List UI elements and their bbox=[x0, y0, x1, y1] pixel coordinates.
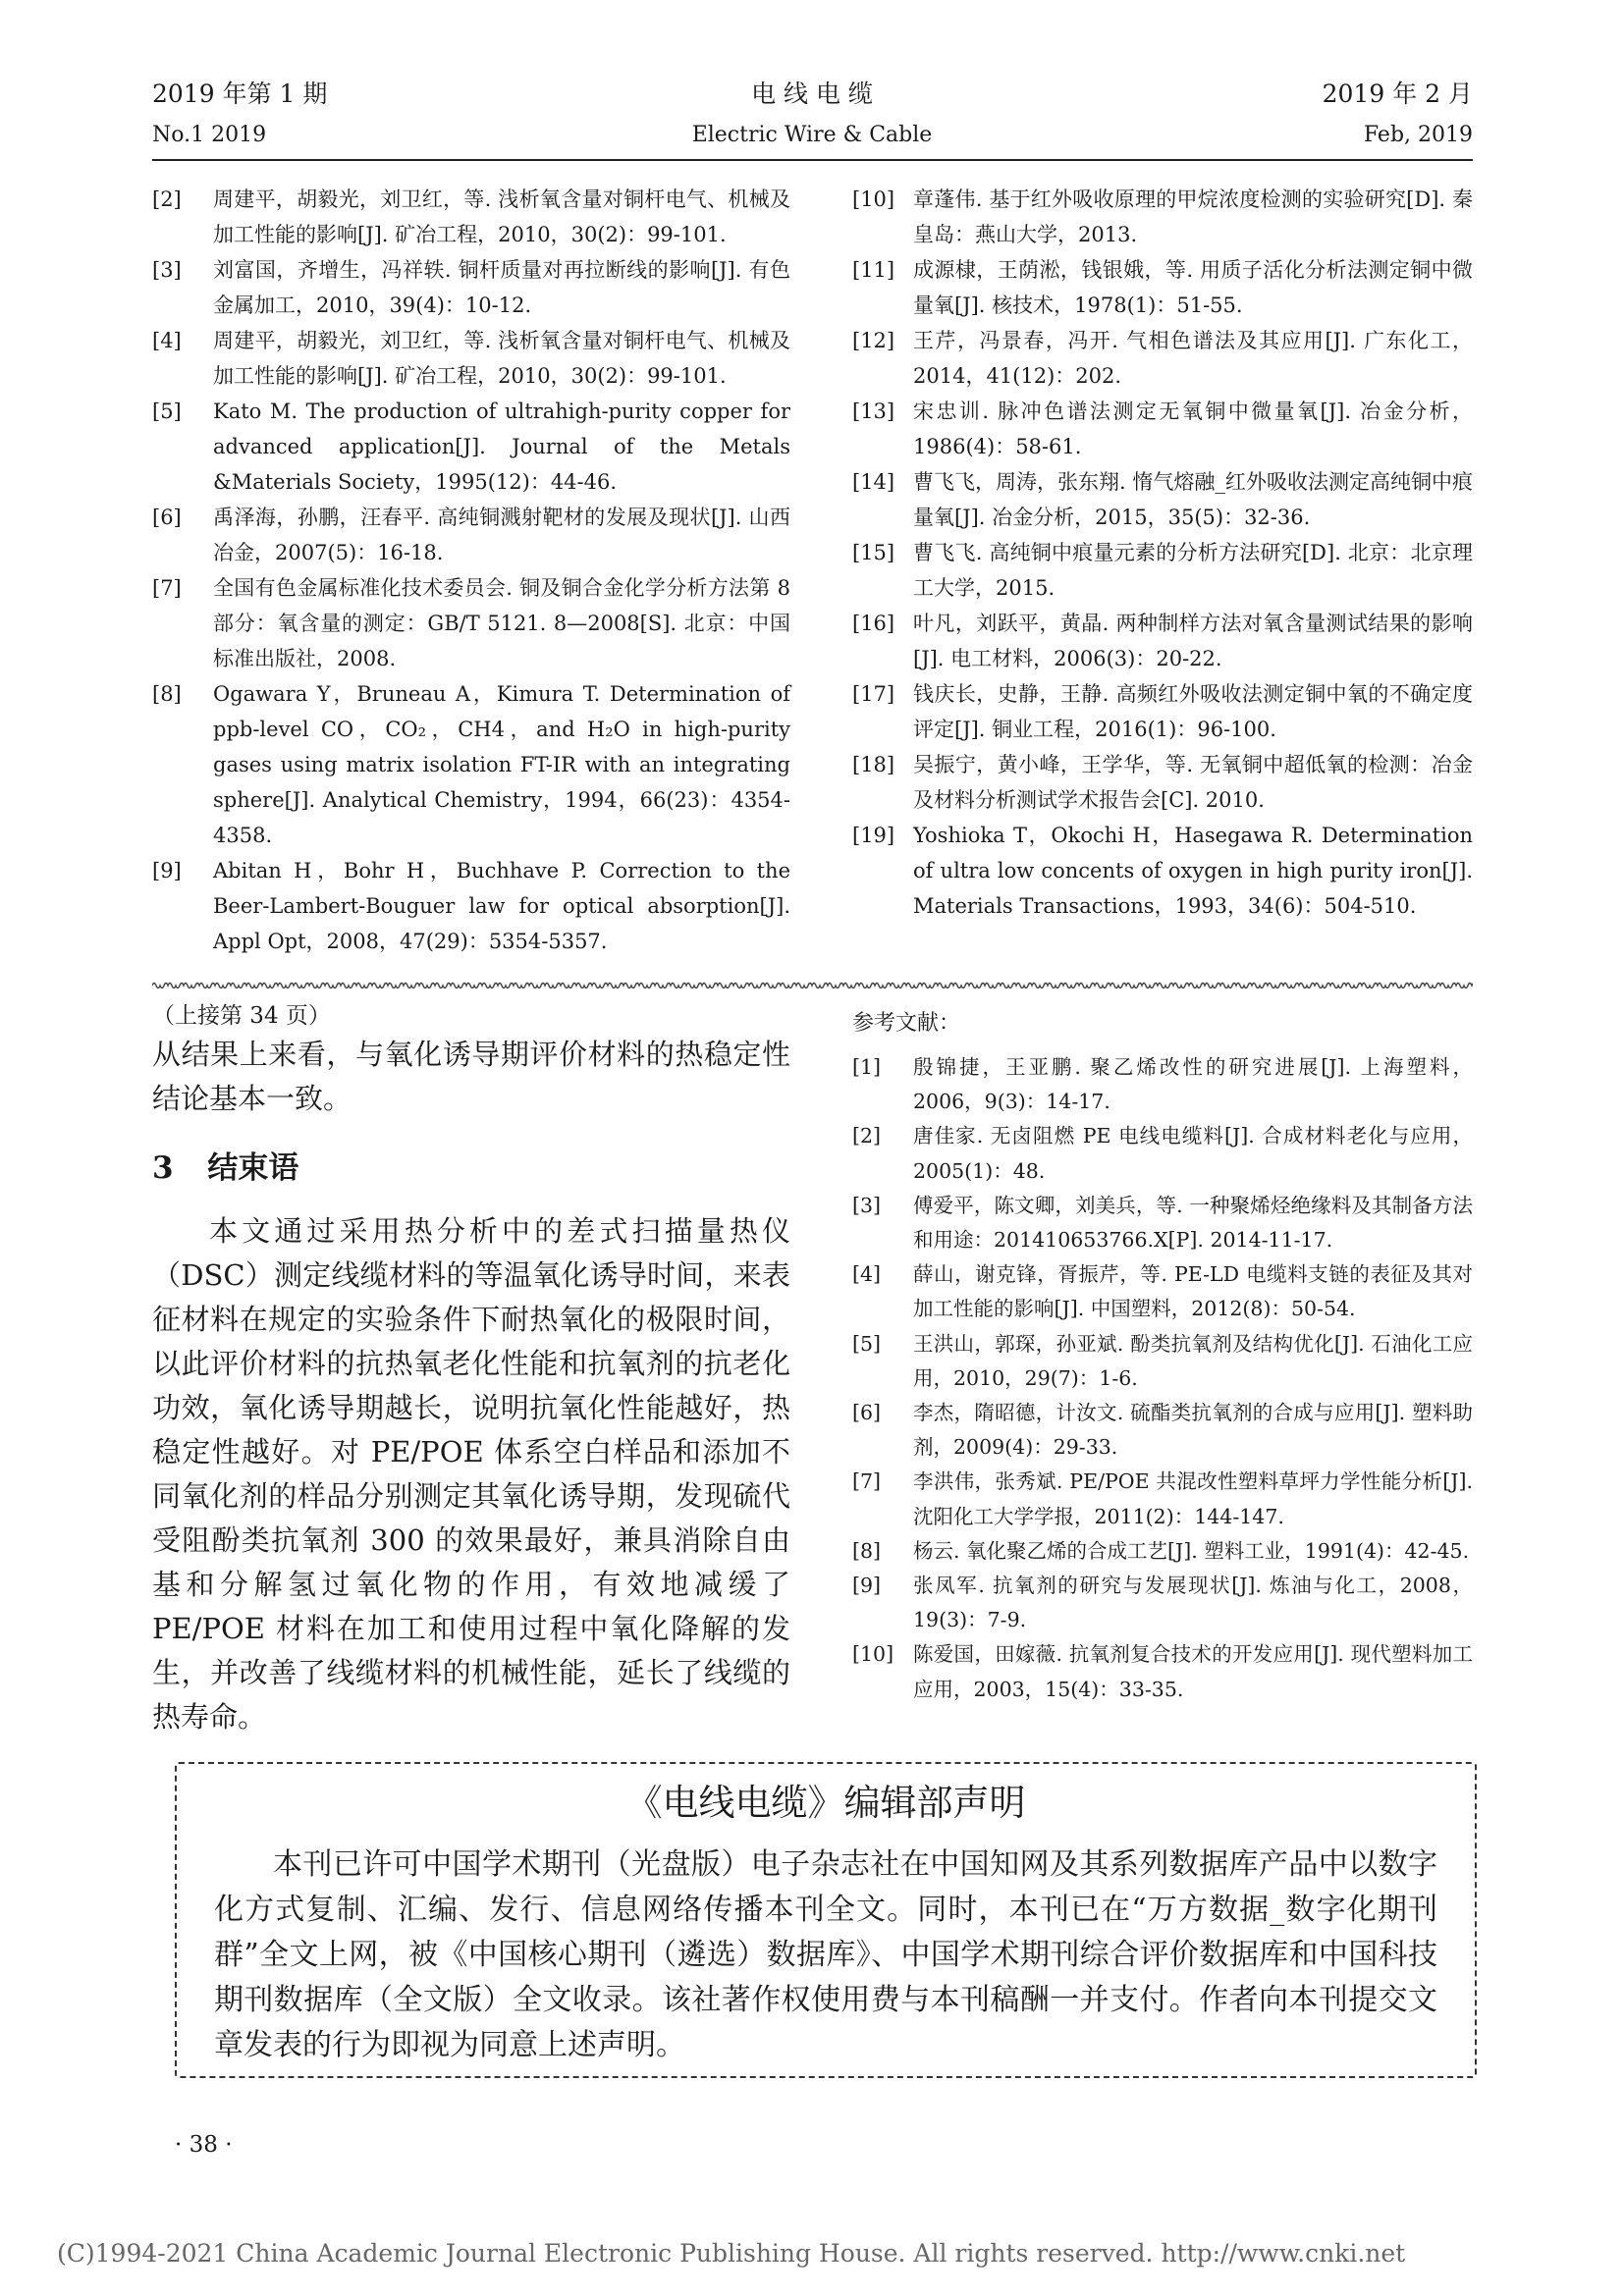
reference-item bbox=[852, 747, 1473, 818]
reference-item bbox=[152, 252, 790, 323]
reference-text: 傅爱平，陈文卿，刘美兵，等. 一种聚烯烃绝缘料及其制备方法和用途：201410653766.X[P]. 2014-11-17. bbox=[913, 1193, 1473, 1253]
reference-item bbox=[152, 570, 790, 676]
header-journal-title: 电 线 电 缆 bbox=[751, 80, 873, 108]
reference-item bbox=[852, 818, 1473, 924]
reference-number: [17] bbox=[852, 682, 895, 706]
reference-item bbox=[152, 394, 790, 500]
reference-number: [11] bbox=[852, 258, 895, 282]
reference-text: 薛山，谢克锋，胥振芹，等. PE-LD 电缆料支链的表征及其对加工性能的影响[J]. 中国塑料，2012(8)：50-54. bbox=[913, 1262, 1473, 1321]
editorial-notice-box bbox=[175, 1762, 1477, 2078]
reference-item bbox=[152, 853, 790, 959]
reference-number: [9] bbox=[852, 1574, 882, 1598]
reference-text: 王芹，冯景春，冯开. 气相色谱法及其应用[J]. 广东化工，2014，41(12)：202. bbox=[913, 329, 1473, 388]
reference-item bbox=[852, 394, 1473, 464]
reference-text: 王洪山，郭琛，孙亚斌. 酚类抗氧剂及结构优化[J]. 石油化工应用，2010，29(7)：1-6. bbox=[913, 1331, 1473, 1390]
reference-number: [5] bbox=[152, 400, 182, 423]
reference-text: Kato M. The production of ultrahigh-purity copper for advanced application[J]. Journal of the Metals &Materials Society，1995(12)：44-46. bbox=[213, 400, 790, 494]
reference-number: [3] bbox=[152, 258, 182, 282]
reference-number: [15] bbox=[852, 541, 895, 564]
reference-text: Ogawara Y，Bruneau A，Kimura T. Determination of ppb-level CO，CO₂，CH4，and H₂O in high-purity gases using matrix isolation FT-IR with an integrating sphere[J]. Analytical Chemistry，1994，66(23)：4354-4358. bbox=[213, 682, 790, 847]
reference-number: [10] bbox=[852, 187, 895, 211]
reference-item bbox=[852, 464, 1473, 535]
copyright-footer: (C)1994-2021 China Academic Journal Electronic Publishing House. All rights reserved. http://www.cnki.net bbox=[57, 2239, 1406, 2268]
reference-number: [8] bbox=[852, 1538, 882, 1563]
reference-item bbox=[852, 1050, 1473, 1119]
reference-item bbox=[852, 323, 1473, 394]
conclusion-paragraph: 本文通过采用热分析中的差式扫描量热仪（DSC）测定线缆材料的等温氧化诱导时间，来表征材料在规定的实验条件下耐热氧化的极限时间，以此评价材料的抗热氧老化性能和抗氧剂的抗老化功效，氧化诱导期越长，说明抗氧化性能越好，热稳定性越好。对 PE/POE 体系空白样品和添加不同氧化剂的样品分别测定其氧化诱导期，发现硫代受阻酚类抗氧剂 300 的效果最好，兼具消除自由基和分解氢过氧化物的作用，有效地减缓了 PE/POE 材料在加工和使用过程中氧化降解的发生，并改善了线缆材料的机械性能，延长了线缆的热寿命。 bbox=[152, 1214, 790, 1734]
reference-text: 周建平，胡毅光，刘卫红，等. 浅析氧含量对铜杆电气、机械及加工性能的影响[J]. 矿冶工程，2010，30(2)：99-101. bbox=[213, 187, 790, 246]
continued-note: （上接第 34 页） bbox=[152, 1003, 331, 1029]
section-heading bbox=[152, 1147, 790, 1190]
reference-item bbox=[852, 535, 1473, 606]
reference-text: 曹飞飞. 高纯铜中痕量元素的分析方法研究[D]. 北京：北京理工大学，2015. bbox=[913, 541, 1473, 600]
reference-item bbox=[852, 1569, 1473, 1637]
reference-text: 吴振宁，黄小峰，王学华，等. 无氧铜中超低氧的检测：冶金及材料分析测试学术报告会[C]. 2010. bbox=[913, 753, 1473, 812]
references-bottom bbox=[852, 1005, 1473, 1707]
intro-paragraph: 从结果上来看，与氧化诱导期评价材料的热稳定性结论基本一致。 bbox=[152, 1038, 790, 1115]
reference-text: Yoshioka T，Okochi H，Hasegawa R. Determination of ultra low concents of oxygen in high purity iron[J]. Materials Transactions，1993，34(6)：504-510. bbox=[913, 824, 1473, 918]
reference-number: [9] bbox=[152, 859, 182, 882]
notice-body: 本刊已许可中国学术期刊（光盘版）电子杂志社在中国知网及其系列数据库产品中以数字化方式复制、汇编、发行、信息网络传播本刊全文。同时，本刊已在“万方数据_数字化期刊群”全文上网，被《中国核心期刊（遴选）数据库》、中国学术期刊综合评价数据库和中国科技期刊数据库（全文版）全文收录。该社著作权使用费与本刊稿酬一并支付。作者向本刊提交文章发表的行为即视为同意上述声明。 bbox=[214, 1847, 1437, 2062]
header-issue: 2019 年第 1 期 bbox=[152, 80, 328, 108]
references-top-left bbox=[152, 182, 790, 959]
reference-text: 全国有色金属标准化技术委员会. 铜及铜合金化学分析方法第 8 部分：氧含量的测定：GB/T 5121. 8—2008[S]. 北京：中国标准出版社，2008. bbox=[213, 576, 790, 670]
reference-number: [16] bbox=[852, 612, 895, 635]
page-number: · 38 · bbox=[175, 2132, 233, 2158]
reference-number: [4] bbox=[852, 1262, 882, 1287]
reference-number: [13] bbox=[852, 400, 895, 423]
reference-number: [6] bbox=[852, 1401, 882, 1425]
reference-text: 殷锦捷，王亚鹏. 聚乙烯改性的研究进展[J]. 上海塑料，2006，9(3)：14-17. bbox=[913, 1055, 1473, 1114]
reference-number: [3] bbox=[852, 1193, 882, 1217]
notice-title: 《电线电缆》编辑部声明 bbox=[625, 1782, 1026, 1824]
reference-number: [5] bbox=[852, 1331, 882, 1356]
reference-item bbox=[852, 606, 1473, 676]
reference-text: 刘富国，齐增生，冯祥轶. 铜杆质量对再拉断线的影响[J]. 有色金属加工，2010，39(4)：10-12. bbox=[213, 258, 790, 317]
reference-number: [7] bbox=[152, 576, 182, 600]
reference-text: 杨云. 氧化聚乙烯的合成工艺[J]. 塑料工业，1991(4)：42-45. bbox=[913, 1538, 1470, 1563]
header-date-en: Feb, 2019 bbox=[1363, 123, 1473, 147]
reference-number: [4] bbox=[152, 329, 182, 352]
references-top-right bbox=[852, 182, 1473, 924]
reference-text: 禹泽海，孙鹏，汪春平. 高纯铜溅射靶材的发展及现状[J]. 山西冶金，2007(5)：16-18. bbox=[213, 506, 790, 564]
wavy-separator bbox=[152, 980, 1473, 991]
header-journal-title-en: Electric Wire & Cable bbox=[691, 123, 933, 147]
article-continuation bbox=[152, 999, 790, 1739]
reference-number: [8] bbox=[152, 682, 182, 706]
reference-number: [18] bbox=[852, 753, 895, 776]
reference-text: 章蓬伟. 基于红外吸收原理的甲烷浓度检测的实验研究[D]. 秦皇岛：燕山大学，2013. bbox=[913, 187, 1473, 246]
reference-text: 李杰，隋昭德，计汝文. 硫酯类抗氧剂的合成与应用[J]. 塑料助剂，2009(4)：29-33. bbox=[913, 1401, 1473, 1460]
reference-text: 张凤军. 抗氧剂的研究与发展现状[J]. 炼油与化工，2008，19(3)：7-9. bbox=[913, 1574, 1473, 1632]
reference-text: 陈爱国，田嫁薇. 抗氧剂复合技术的开发应用[J]. 现代塑料加工应用，2003，15(4)：33-35. bbox=[913, 1642, 1473, 1701]
reference-text: 李洪伟，张秀斌. PE/POE 共混改性塑料草坪力学性能分析[J]. 沈阳化工大学学报，2011(2)：144-147. bbox=[913, 1469, 1473, 1528]
reference-number: [7] bbox=[852, 1469, 882, 1494]
reference-item bbox=[852, 1465, 1473, 1533]
reference-item bbox=[852, 676, 1473, 747]
reference-item bbox=[852, 182, 1473, 252]
reference-item bbox=[852, 252, 1473, 323]
reference-item bbox=[852, 1257, 1473, 1326]
reference-text: 唐佳家. 无卤阻燃 PE 电线电缆料[J]. 合成材料老化与应用，2005(1)：48. bbox=[913, 1124, 1473, 1183]
reference-text: 周建平，胡毅光，刘卫红，等. 浅析氧含量对铜杆电气、机械及加工性能的影响[J]. 矿冶工程，2010，30(2)：99-101. bbox=[213, 329, 790, 388]
section-number: 3 bbox=[152, 1150, 174, 1186]
reference-text: 叶凡，刘跃平，黄晶. 两种制样方法对氧含量测试结果的影响[J]. 电工材料，2006(3)：20-22. bbox=[913, 612, 1473, 670]
reference-text: 曹飞飞，周涛，张东翔. 惰气熔融_红外吸收法测定高纯铜中痕量氧[J]. 冶金分析，2015，35(5)：32-36. bbox=[913, 470, 1473, 529]
reference-number: [1] bbox=[852, 1055, 882, 1079]
reference-text: 成源棣，王荫淞，钱银娥，等. 用质子活化分析法测定铜中微量氧[J]. 核技术，1978(1)：51-55. bbox=[913, 258, 1473, 317]
header-issue-en: No.1 2019 bbox=[152, 123, 267, 147]
reference-number: [14] bbox=[852, 470, 895, 494]
reference-text: Abitan H，Bohr H，Buchhave P. Correction to the Beer-Lambert-Bouguer law for optical absorption[J]. Appl Opt，2008，47(29)：5354-5357. bbox=[213, 859, 790, 953]
reference-text: 钱庆长，史静，王静. 高频红外吸收法测定铜中氧的不确定度评定[J]. 铜业工程，2016(1)：96-100. bbox=[913, 682, 1473, 741]
reference-number: [10] bbox=[852, 1642, 894, 1667]
reference-text: 宋忠训. 脉冲色谱法测定无氧铜中微量氧[J]. 冶金分析，1986(4)：58-61. bbox=[913, 400, 1473, 458]
reference-number: [12] bbox=[852, 329, 895, 352]
reference-item bbox=[152, 500, 790, 570]
reference-item bbox=[852, 1327, 1473, 1396]
references-title: 参考文献： bbox=[852, 1011, 961, 1036]
reference-item bbox=[852, 1637, 1473, 1706]
reference-number: [2] bbox=[852, 1124, 882, 1148]
reference-number: [6] bbox=[152, 506, 182, 529]
reference-item bbox=[852, 1189, 1473, 1257]
reference-item bbox=[852, 1396, 1473, 1465]
header-rule bbox=[152, 159, 1473, 161]
section-title: 结束语 bbox=[207, 1150, 299, 1186]
reference-item bbox=[152, 676, 790, 853]
header-date: 2019 年 2 月 bbox=[1322, 80, 1473, 108]
reference-number: [2] bbox=[152, 187, 182, 211]
reference-item bbox=[152, 323, 790, 394]
reference-item bbox=[852, 1534, 1473, 1569]
reference-item bbox=[152, 182, 790, 252]
reference-item bbox=[852, 1119, 1473, 1188]
reference-number: [19] bbox=[852, 824, 895, 847]
